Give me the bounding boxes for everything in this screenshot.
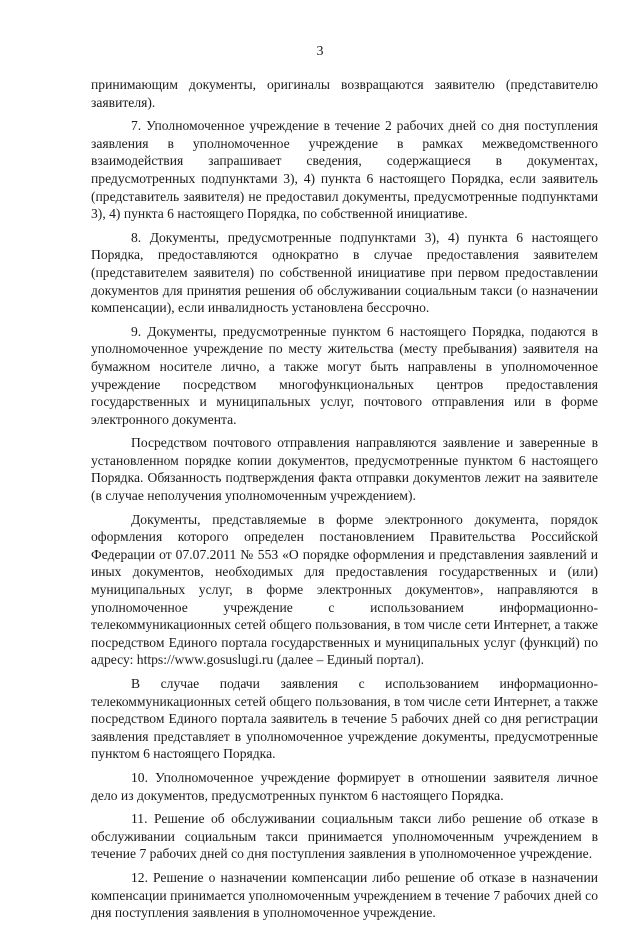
page-number: 3 — [316, 44, 324, 59]
paragraph-item-11: 11. Решение об обслуживании социальным такси либо решение об отказе в обслуживании социальным такси принимается уполномоченным учреждением в течение 7 рабочих дней со дня поступления заявления в уполномоченное учреждение. — [91, 811, 598, 862]
paragraph-item-12: 12. Решение о назначении компенсации либо решение об отказе в назначении компенсации принимается уполномоченным учреждением в течение 7 рабочих дней со дня поступления заявления в уполномоченное учреждение. — [91, 869, 598, 921]
paragraph-item-9: 9. Документы, предусмотренные пунктом 6 настоящего Порядка, подаются в уполномоченное учреждение по месту жительства (месту пребывания) заявителя на бумажном носителе лично, а также могут быть направлены в уполномоченное учреждение посредством многофункциональных центров предоставления государственных и муниципальных услуг, почтового отправления или в форме электронного документа. — [91, 323, 598, 427]
paragraph-postal: Посредством почтового отправления направляются заявление и заверенные в установленном порядке копии документов, предусмотренные пунктом 6 настоящего Порядка. Обязанность подтверждения факта отправки документов лежит на заявителе (в случае неполучения уполномоченным учреждением). — [91, 435, 598, 504]
paragraph-electronic-documents: Документы, представляемые в форме электронного документа, порядок оформления которого определен постановлением Правительства Российской Федерации от 07.07.2011 № 553 «О порядке оформления и представления заявлений и иных документов, необходимых для предоставления государственных и (или) муниципальных услуг, в форме электронных документов», направляются в уполномоченное учреждение с использованием информационно-телекоммуникационных сетей общего пользования, в том числе сети Интернет, а также посредством Единого портала государственных и муниципальных услуг (функций) по адресу: https://www.gosuslugi.ru (далее – Единый портал). — [91, 511, 598, 668]
paragraph-online-submission: В случае подачи заявления с использованием информационно-телекоммуникационных сетей общего пользования, в том числе сети Интернет, а также посредством Единого портала заявитель в течение 5 рабочих дней со дня регистрации заявления представляет в уполномоченное учреждение документы, предусмотренные пунктом 6 настоящего Порядка. — [91, 676, 598, 762]
document-body — [91, 76, 598, 928]
paragraph-item-10: 10. Уполномоченное учреждение формирует в отношении заявителя личное дело из документов, предусмотренных пунктом 6 настоящего Порядка. — [91, 769, 598, 803]
paragraph-item-7: 7. Уполномоченное учреждение в течение 2 рабочих дней со дня поступления заявления в уполномоченное учреждение в рамках межведомственного взаимодействия запрашивает сведения, содержащиеся в документах, предусмотренных подпунктами 3), 4) пункта 6 настоящего Порядка, если заявитель (представитель заявителя) не предоставил документы, предусмотренные подпунктами 3), 4) пункта 6 настоящего Порядка, по собственной инициативе. — [91, 118, 598, 222]
paragraph-continuation: принимающим документы, оригиналы возвращаются заявителю (представителю заявителя). — [91, 77, 598, 110]
paragraph-item-8: 8. Документы, предусмотренные подпунктами 3), 4) пункта 6 настоящего Порядка, предоставляются однократно в случае предоставления заявителем (представителем заявителя) по собственной инициативе при первом предоставлении документов для принятия решения об обслуживании социальным такси (о назначении компенсации), если инвалидность установлена бессрочно. — [91, 229, 598, 316]
